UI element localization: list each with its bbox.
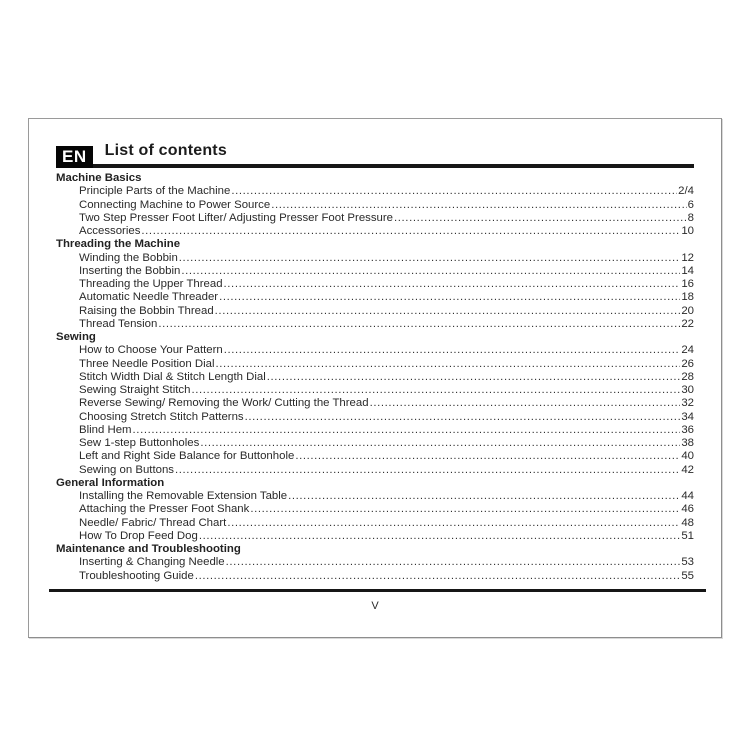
toc-entry-page-number: 44 [681, 490, 694, 502]
toc-entry-label: Choosing Stretch Stitch Patterns [79, 410, 244, 423]
toc-entry-label: Reverse Sewing/ Removing the Work/ Cutting the Thread [79, 397, 369, 410]
toc-entry-page-number: 12 [681, 251, 694, 264]
dot-leader [215, 305, 681, 318]
toc-entry-label: Winding the Bobbin [79, 251, 178, 264]
toc-entry-label: Sew 1-step Buttonholes [79, 437, 200, 449]
dot-leader [133, 424, 681, 437]
toc-entry-page-number: 10 [681, 225, 694, 237]
toc-entry-page-number: 26 [681, 357, 694, 370]
toc-entry-label: Inserting & Changing Needle [79, 556, 225, 569]
toc-entry-page-number: 14 [681, 264, 694, 277]
toc-entry [56, 291, 694, 304]
toc-entry-label: Connecting Machine to Power Source [79, 198, 271, 211]
toc-entry-page-number: 38 [681, 437, 694, 449]
toc-entry-label: Troubleshooting Guide [79, 569, 194, 582]
dot-leader [179, 252, 681, 265]
toc-entry [56, 318, 694, 331]
toc-entry [56, 464, 694, 477]
dot-leader [245, 411, 681, 424]
dot-leader [267, 371, 681, 384]
toc-entry [56, 344, 694, 357]
toc-entry [56, 450, 694, 463]
dot-leader [175, 464, 680, 477]
toc-entry-label: Left and Right Side Balance for Buttonhole [79, 450, 295, 463]
toc-entry-label: Needle/ Fabric/ Thread Chart [79, 516, 227, 529]
toc-entry [56, 212, 694, 225]
toc-entry [56, 225, 694, 238]
toc-entry-page-number: 2/4 [678, 185, 694, 198]
toc-entry-page-number: 53 [681, 556, 694, 569]
toc-entry-page-number: 16 [681, 278, 694, 290]
dot-leader [195, 570, 681, 583]
dot-leader [181, 265, 680, 278]
toc-entry-label: Blind Hem [79, 423, 132, 436]
toc-entry [56, 490, 694, 503]
toc-entry-page-number: 40 [681, 450, 694, 463]
toc-entry-page-number: 18 [681, 291, 694, 304]
toc-entry-page-number: 46 [681, 503, 694, 516]
toc-entry-label: Raising the Bobbin Thread [79, 304, 214, 317]
toc-entry-page-number: 51 [681, 529, 694, 542]
dot-leader [224, 278, 681, 291]
section-heading: Maintenance and Troubleshooting [56, 543, 241, 555]
toc-entry [56, 424, 694, 437]
toc-entry-page-number: 30 [681, 384, 694, 396]
toc-entry-page-number: 34 [681, 410, 694, 423]
toc-entry [56, 265, 694, 278]
toc-entry-page-number: 6 [687, 198, 694, 211]
dot-leader [226, 556, 681, 569]
toc-entry-page-number: 24 [681, 344, 694, 357]
toc-entry [56, 503, 694, 516]
manual-page [28, 118, 722, 638]
dot-leader [191, 384, 680, 397]
language-badge: EN [56, 146, 93, 168]
toc-entry-label: Automatic Needle Threader [79, 291, 219, 304]
toc-entry-label: Accessories [79, 225, 141, 237]
dot-leader [216, 358, 681, 371]
toc-entry [56, 252, 694, 265]
toc-entry-page-number: 8 [687, 211, 694, 224]
title-bar [56, 142, 694, 168]
toc-entry-label: Three Needle Position Dial [79, 357, 215, 370]
toc-entry [56, 358, 694, 371]
toc-entry-label: Installing the Removable Extension Table [79, 490, 288, 502]
dot-leader [224, 344, 681, 357]
toc-entry [56, 305, 694, 318]
page-content [29, 119, 721, 612]
dot-leader [227, 517, 680, 530]
toc-entry-label: Threading the Upper Thread [79, 278, 223, 290]
toc-entry [56, 397, 694, 410]
toc-entry-page-number: 32 [681, 397, 694, 410]
page-title: List of contents [104, 142, 227, 159]
dot-leader [219, 291, 680, 304]
toc-entry [56, 411, 694, 424]
toc-entry-label: Attaching the Presser Foot Shank [79, 503, 250, 516]
toc-entry [56, 371, 694, 384]
toc-entry-page-number: 28 [681, 370, 694, 383]
toc-entry-label: Inserting the Bobbin [79, 264, 181, 277]
dot-leader [370, 397, 681, 410]
toc-entry-label: Two Step Presser Foot Lifter/ Adjusting Presser Foot Pressure [79, 211, 394, 224]
dot-leader [200, 437, 680, 450]
toc-entry-label: Stitch Width Dial & Stitch Length Dial [79, 370, 266, 383]
toc-entry [56, 437, 694, 450]
dot-leader [231, 185, 677, 198]
dot-leader [141, 225, 680, 238]
dot-leader [250, 503, 680, 516]
section-heading: Machine Basics [56, 172, 142, 184]
table-of-contents [56, 172, 694, 583]
toc-entry [56, 517, 694, 530]
toc-entry-label: Sewing Straight Stitch [79, 384, 191, 396]
footer-rule [49, 589, 706, 592]
dot-leader [288, 490, 680, 503]
toc-entry-label: How to Choose Your Pattern [79, 344, 223, 357]
dot-leader [158, 318, 680, 331]
toc-entry-label: Sewing on Buttons [79, 463, 174, 476]
dot-leader [295, 450, 680, 463]
toc-entry-label: Thread Tension [79, 317, 158, 330]
section-heading: General Information [56, 476, 165, 489]
toc-entry [56, 556, 694, 569]
toc-entry-page-number: 48 [681, 516, 694, 529]
toc-entry-page-number: 22 [681, 317, 694, 330]
dot-leader [199, 530, 681, 543]
toc-entry-page-number: 55 [681, 569, 694, 582]
toc-entry-label: Principle Parts of the Machine [79, 185, 231, 198]
toc-entry-page-number: 20 [681, 304, 694, 317]
folio-page-number: V [371, 599, 379, 612]
dot-leader [271, 199, 686, 212]
section-heading: Threading the Machine [56, 238, 181, 251]
toc-entry-page-number: 42 [681, 463, 694, 476]
toc-entry [56, 570, 694, 583]
dot-leader [394, 212, 687, 225]
toc-entry [56, 199, 694, 212]
toc-entry [56, 530, 694, 543]
toc-entry [56, 384, 694, 397]
toc-entry-label: How To Drop Feed Dog [79, 529, 198, 542]
toc-entry [56, 185, 694, 198]
toc-entry [56, 278, 694, 291]
section-heading: Sewing [56, 331, 96, 343]
toc-entry-page-number: 36 [681, 423, 694, 436]
